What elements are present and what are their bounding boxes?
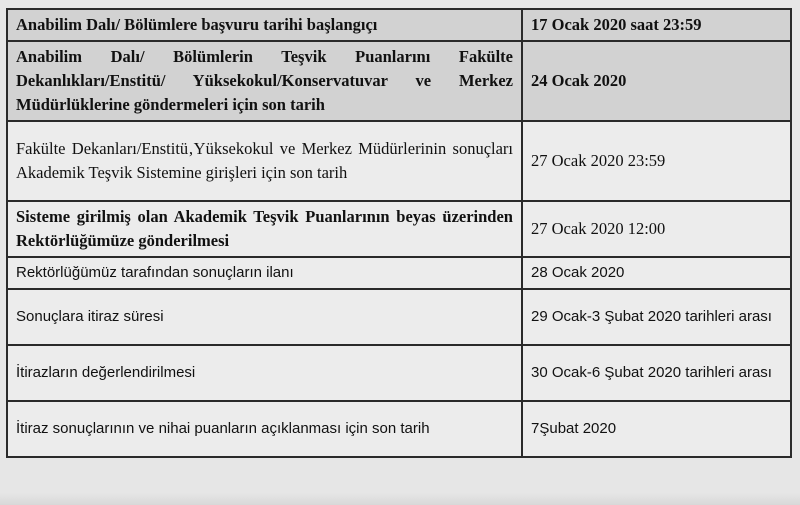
table-row: [7, 289, 791, 345]
row-description: Fakülte Dekanları/Enstitü‚Yüksekokul ve Merkez Müdürlerinin sonuçları Akademik Teşvik Sistemine girişleri için son tarih: [7, 121, 522, 201]
row-description: Rektörlüğümüz tarafından sonuçların ilanı: [7, 257, 522, 289]
table-row: [7, 257, 791, 289]
row-description: İtiraz sonuçlarının ve nihai puanların açıklanması için son tarih: [7, 401, 522, 457]
row-date: 27 Ocak 2020 23:59: [522, 121, 791, 201]
row-description: Anabilim Dalı/ Bölümlere başvuru tarihi başlangıçı: [7, 9, 522, 41]
row-date: 27 Ocak 2020 12:00: [522, 201, 791, 257]
table-row: [7, 401, 791, 457]
table-row: [7, 201, 791, 257]
table-row: [7, 9, 791, 41]
row-date: 24 Ocak 2020: [522, 41, 791, 121]
row-date: 29 Ocak-3 Şubat 2020 tarihleri arası: [522, 289, 791, 345]
row-description: Sisteme girilmiş olan Akademik Teşvik Puanlarının beyas üzerinden Rektörlüğümüze gönderilmesi: [7, 201, 522, 257]
schedule-table: [6, 8, 792, 458]
table-row: [7, 121, 791, 201]
page-bottom-edge: [0, 493, 800, 505]
row-date: 7Şubat 2020: [522, 401, 791, 457]
row-description: Sonuçlara itiraz süresi: [7, 289, 522, 345]
row-date: 28 Ocak 2020: [522, 257, 791, 289]
row-date: 17 Ocak 2020 saat 23:59: [522, 9, 791, 41]
row-date: 30 Ocak-6 Şubat 2020 tarihleri arası: [522, 345, 791, 401]
row-description: İtirazların değerlendirilmesi: [7, 345, 522, 401]
table-row: [7, 345, 791, 401]
table-row: [7, 41, 791, 121]
row-description: Anabilim Dalı/ Bölümlerin Teşvik Puanlarını Fakülte Dekanlıkları/Enstitü/ Yüksekokul/Konservatuvar ve Merkez Müdürlüklerine göndermeleri için son tarih: [7, 41, 522, 121]
